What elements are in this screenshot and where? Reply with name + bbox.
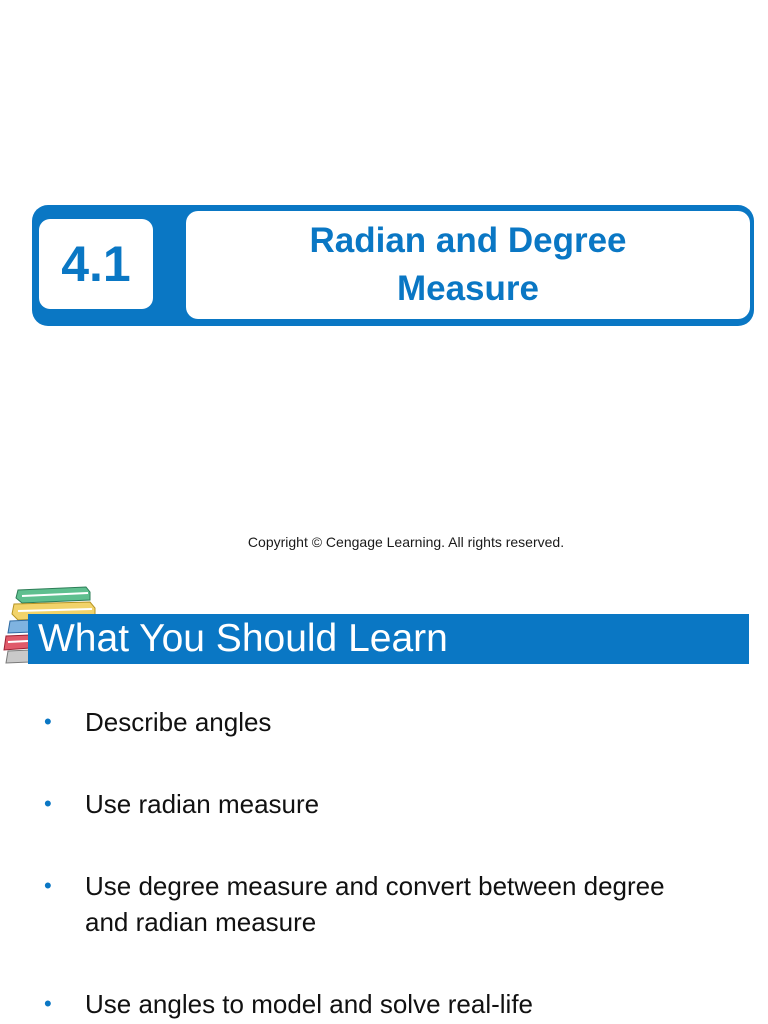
bullet-icon: • [44, 791, 52, 816]
section-number: 4.1 [61, 236, 131, 292]
copyright-notice: Copyright © Cengage Learning. All rights reserved. [247, 534, 565, 550]
section-title-box [186, 211, 750, 319]
objectives-heading: What You Should Learn [38, 617, 448, 660]
section-title-banner [32, 205, 754, 326]
section-number-box [39, 219, 153, 309]
section-title: Radian and Degree Measure [309, 221, 627, 308]
list-item [44, 704, 744, 740]
bullet-icon: • [44, 991, 52, 1016]
bullet-icon: • [44, 873, 52, 898]
list-item-text: Use degree measure and convert between degree and radian measure [85, 871, 665, 937]
list-item [44, 986, 744, 1022]
list-item-text: Use angles to model and solve real-life [85, 989, 534, 1019]
list-item-text: Describe angles [85, 707, 272, 737]
list-item [44, 868, 704, 940]
list-item [44, 786, 744, 822]
list-item-text: Use radian measure [85, 789, 320, 819]
bullet-icon: • [44, 709, 52, 734]
objectives-heading-bar [28, 614, 749, 664]
